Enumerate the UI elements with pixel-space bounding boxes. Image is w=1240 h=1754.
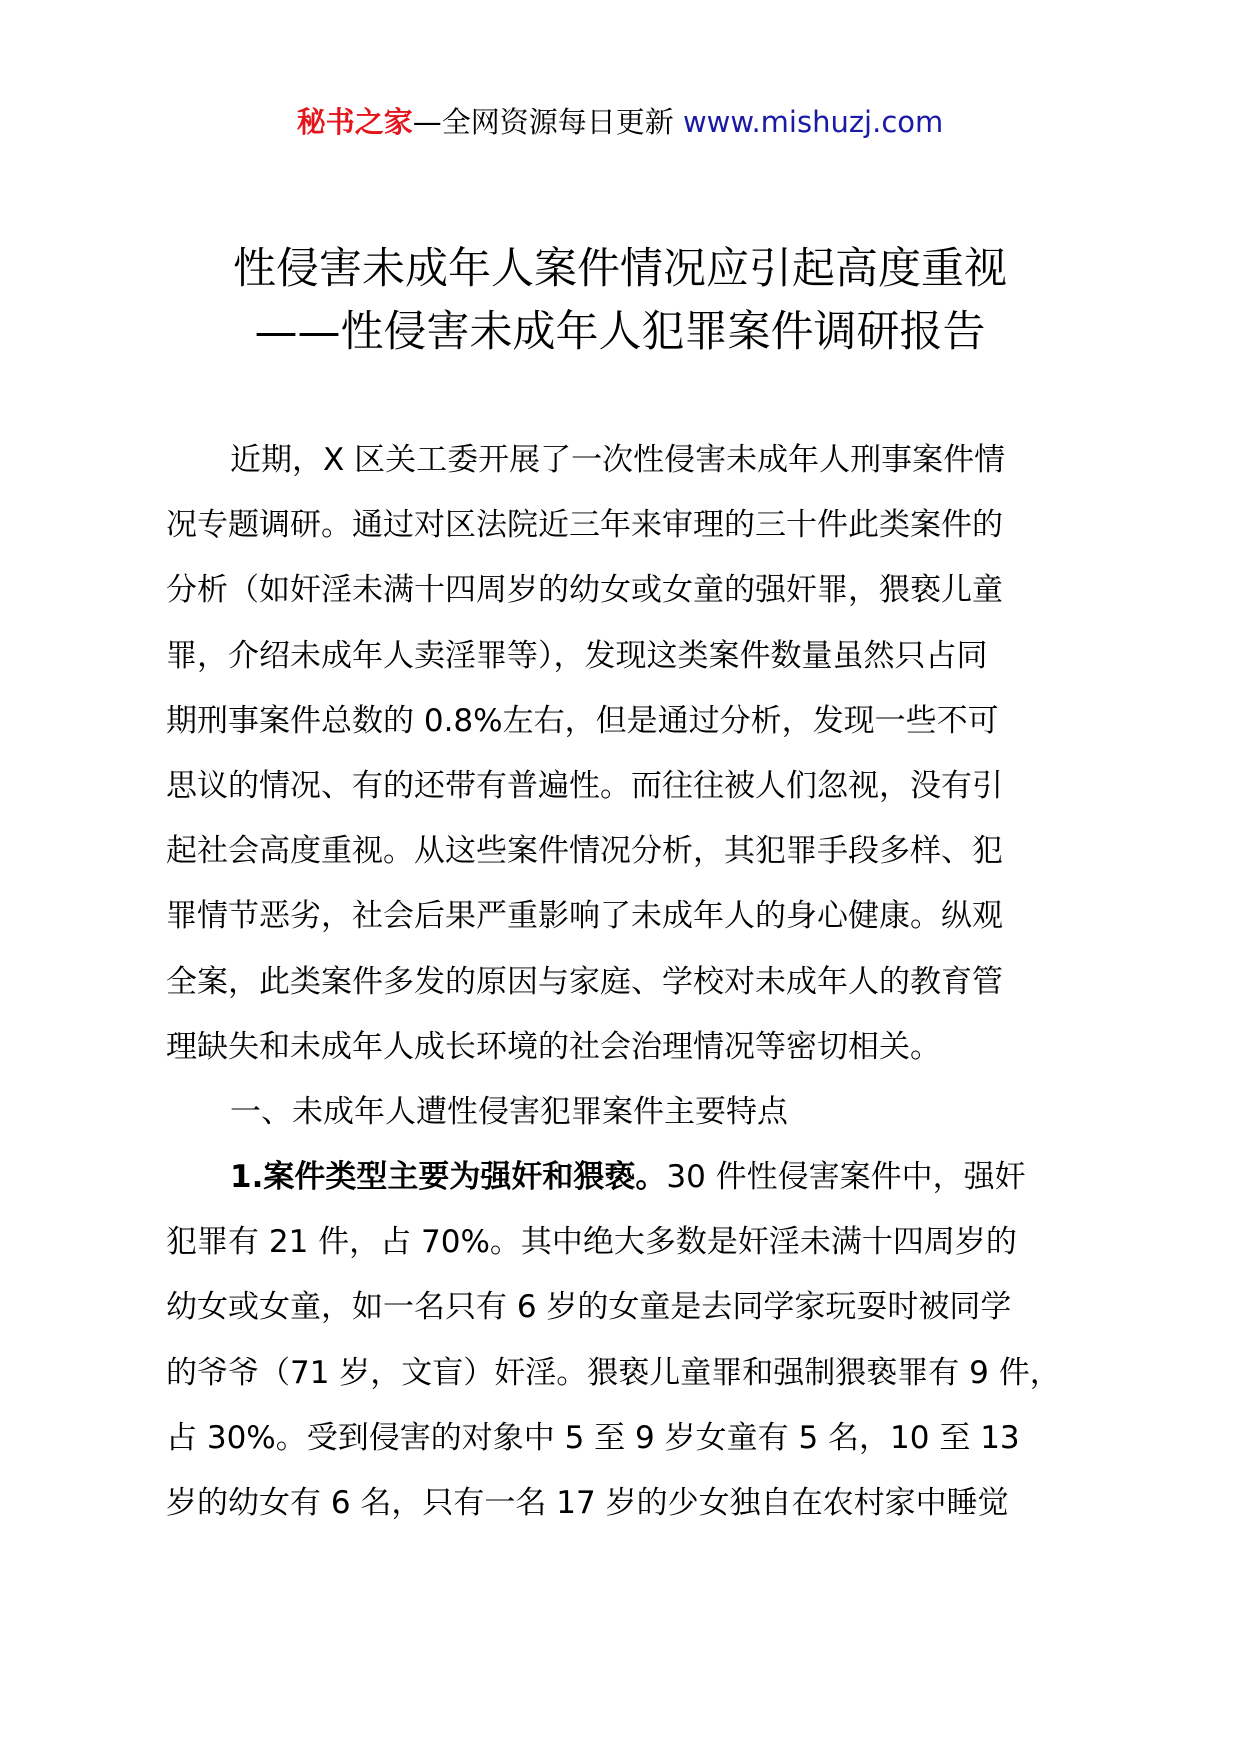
title-line-1: 性侵害未成年人案件情况应引起高度重视 [233,244,1007,294]
text-line: 近期，X 区关工委开展了一次性侵害未成年人刑事案件情 [230,442,1006,478]
section-heading-1: 一、未成年人遭性侵害犯罪案件主要特点 [230,1093,788,1130]
document-body [166,428,1126,1536]
text-line: 起社会高度重视。从这些案件情况分析，其犯罪手段多样、犯 [166,833,1003,870]
subheading-bold: 1.案件类型主要为强奸和猥亵。 [230,1159,667,1196]
text-line: 岁的幼女有 6 名，只有一名 17 岁的少女独自在农村家中睡觉 [166,1485,1009,1521]
brand-name: 秘书之家 [296,105,413,139]
text-line: 期刑事案件总数的 0.8%左右，但是通过分析，发现一些不可 [166,702,999,739]
text-line: 占 30%。受到侵害的对象中 5 至 9 岁女童有 5 名，10 至 13 [166,1419,1020,1456]
site-url-link[interactable]: www.mishuzj.com [682,105,944,139]
text-line: 幼女或女童，如一名只有 6 岁的女童是去同学家玩耍时被同学 [166,1289,1012,1326]
text-line: 的爷爷（71 岁，文盲）奸淫。猥亵儿童罪和强制猥亵罪有 9 件， [166,1354,1061,1391]
text-line [166,1145,1126,1210]
paragraph-1 [166,428,1126,1080]
text-line: 罪，介绍未成年人卖淫罪等），发现这类案件数量虽然只占同 [166,637,988,674]
text-line: 分析（如奸淫未满十四周岁的幼女或女童的强奸罪，猥亵儿童 [166,572,1003,609]
document-title [0,238,1240,364]
site-header [0,100,1240,144]
text-line: 全案，此类案件多发的原因与家庭、学校对未成年人的教育管 [166,963,1003,1000]
text-run: 30 件性侵害案件中，强奸 [666,1159,1026,1196]
paragraph-2 [166,1145,1126,1536]
text-line: 理缺失和未成年人成长环境的社会治理情况等密切相关。 [166,1028,941,1065]
text-line: 况专题调研。通过对区法院近三年来审理的三十件此类案件的 [166,507,1003,544]
text-line: 罪情节恶劣，社会后果严重影响了未成年人的身心健康。纵观 [166,898,1003,935]
header-slogan: —全网资源每日更新 [412,105,674,139]
title-line-2: ——性侵害未成年人犯罪案件调研报告 [254,307,986,357]
text-line: 犯罪有 21 件，占 70%。其中绝大多数是奸淫未满十四周岁的 [166,1224,1017,1261]
text-line: 思议的情况、有的还带有普遍性。而往往被人们忽视，没有引 [166,767,1003,804]
